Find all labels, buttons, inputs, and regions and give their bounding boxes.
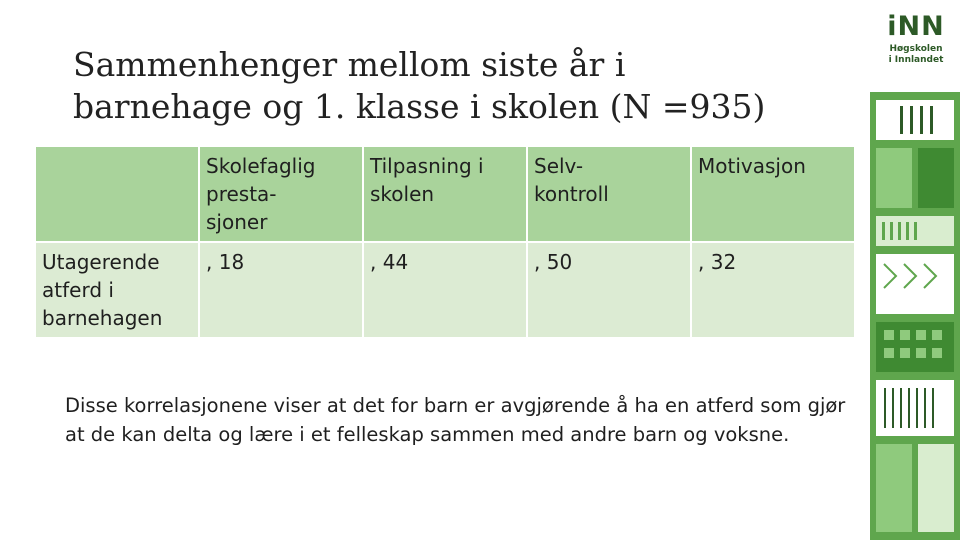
table-row xyxy=(35,242,855,338)
row-label-cell: Utagerende atferd i barnehagen xyxy=(35,242,199,338)
correlation-table xyxy=(34,145,856,339)
header-cell-selvkontroll: Selv- kontroll xyxy=(527,146,691,242)
inn-logo xyxy=(876,10,956,88)
value-cell-selvkontroll: , 50 xyxy=(527,242,691,338)
value-cell-tilpasning: , 44 xyxy=(363,242,527,338)
logo-line-1: Høgskolen xyxy=(889,44,943,54)
slide-title xyxy=(73,44,853,128)
value-cell-motivasjon: , 32 xyxy=(691,242,855,338)
logo-mark: iNN xyxy=(887,11,945,42)
header-cell-skolefaglig: Skolefaglig presta- sjoner xyxy=(199,146,363,242)
title-line-2: barnehage og 1. klasse i skolen (N =935) xyxy=(73,87,766,126)
table-header-row xyxy=(35,146,855,242)
logo-line-2: i Innlandet xyxy=(888,55,944,65)
header-cell-tilpasning: Tilpasning i skolen xyxy=(363,146,527,242)
brand-pattern-icon xyxy=(870,92,960,540)
header-cell-empty xyxy=(35,146,199,242)
title-line-1: Sammenhenger mellom siste år i xyxy=(73,45,626,84)
value-cell-skolefaglig: , 18 xyxy=(199,242,363,338)
header-cell-motivasjon: Motivasjon xyxy=(691,146,855,242)
brand-strip xyxy=(870,0,960,540)
note-text: Disse korrelasjonene viser at det for barn er avgjørende å ha en atferd som gjør at de kan delta og lære i et felleskap sammen med andre barn og voksne. xyxy=(65,394,846,446)
